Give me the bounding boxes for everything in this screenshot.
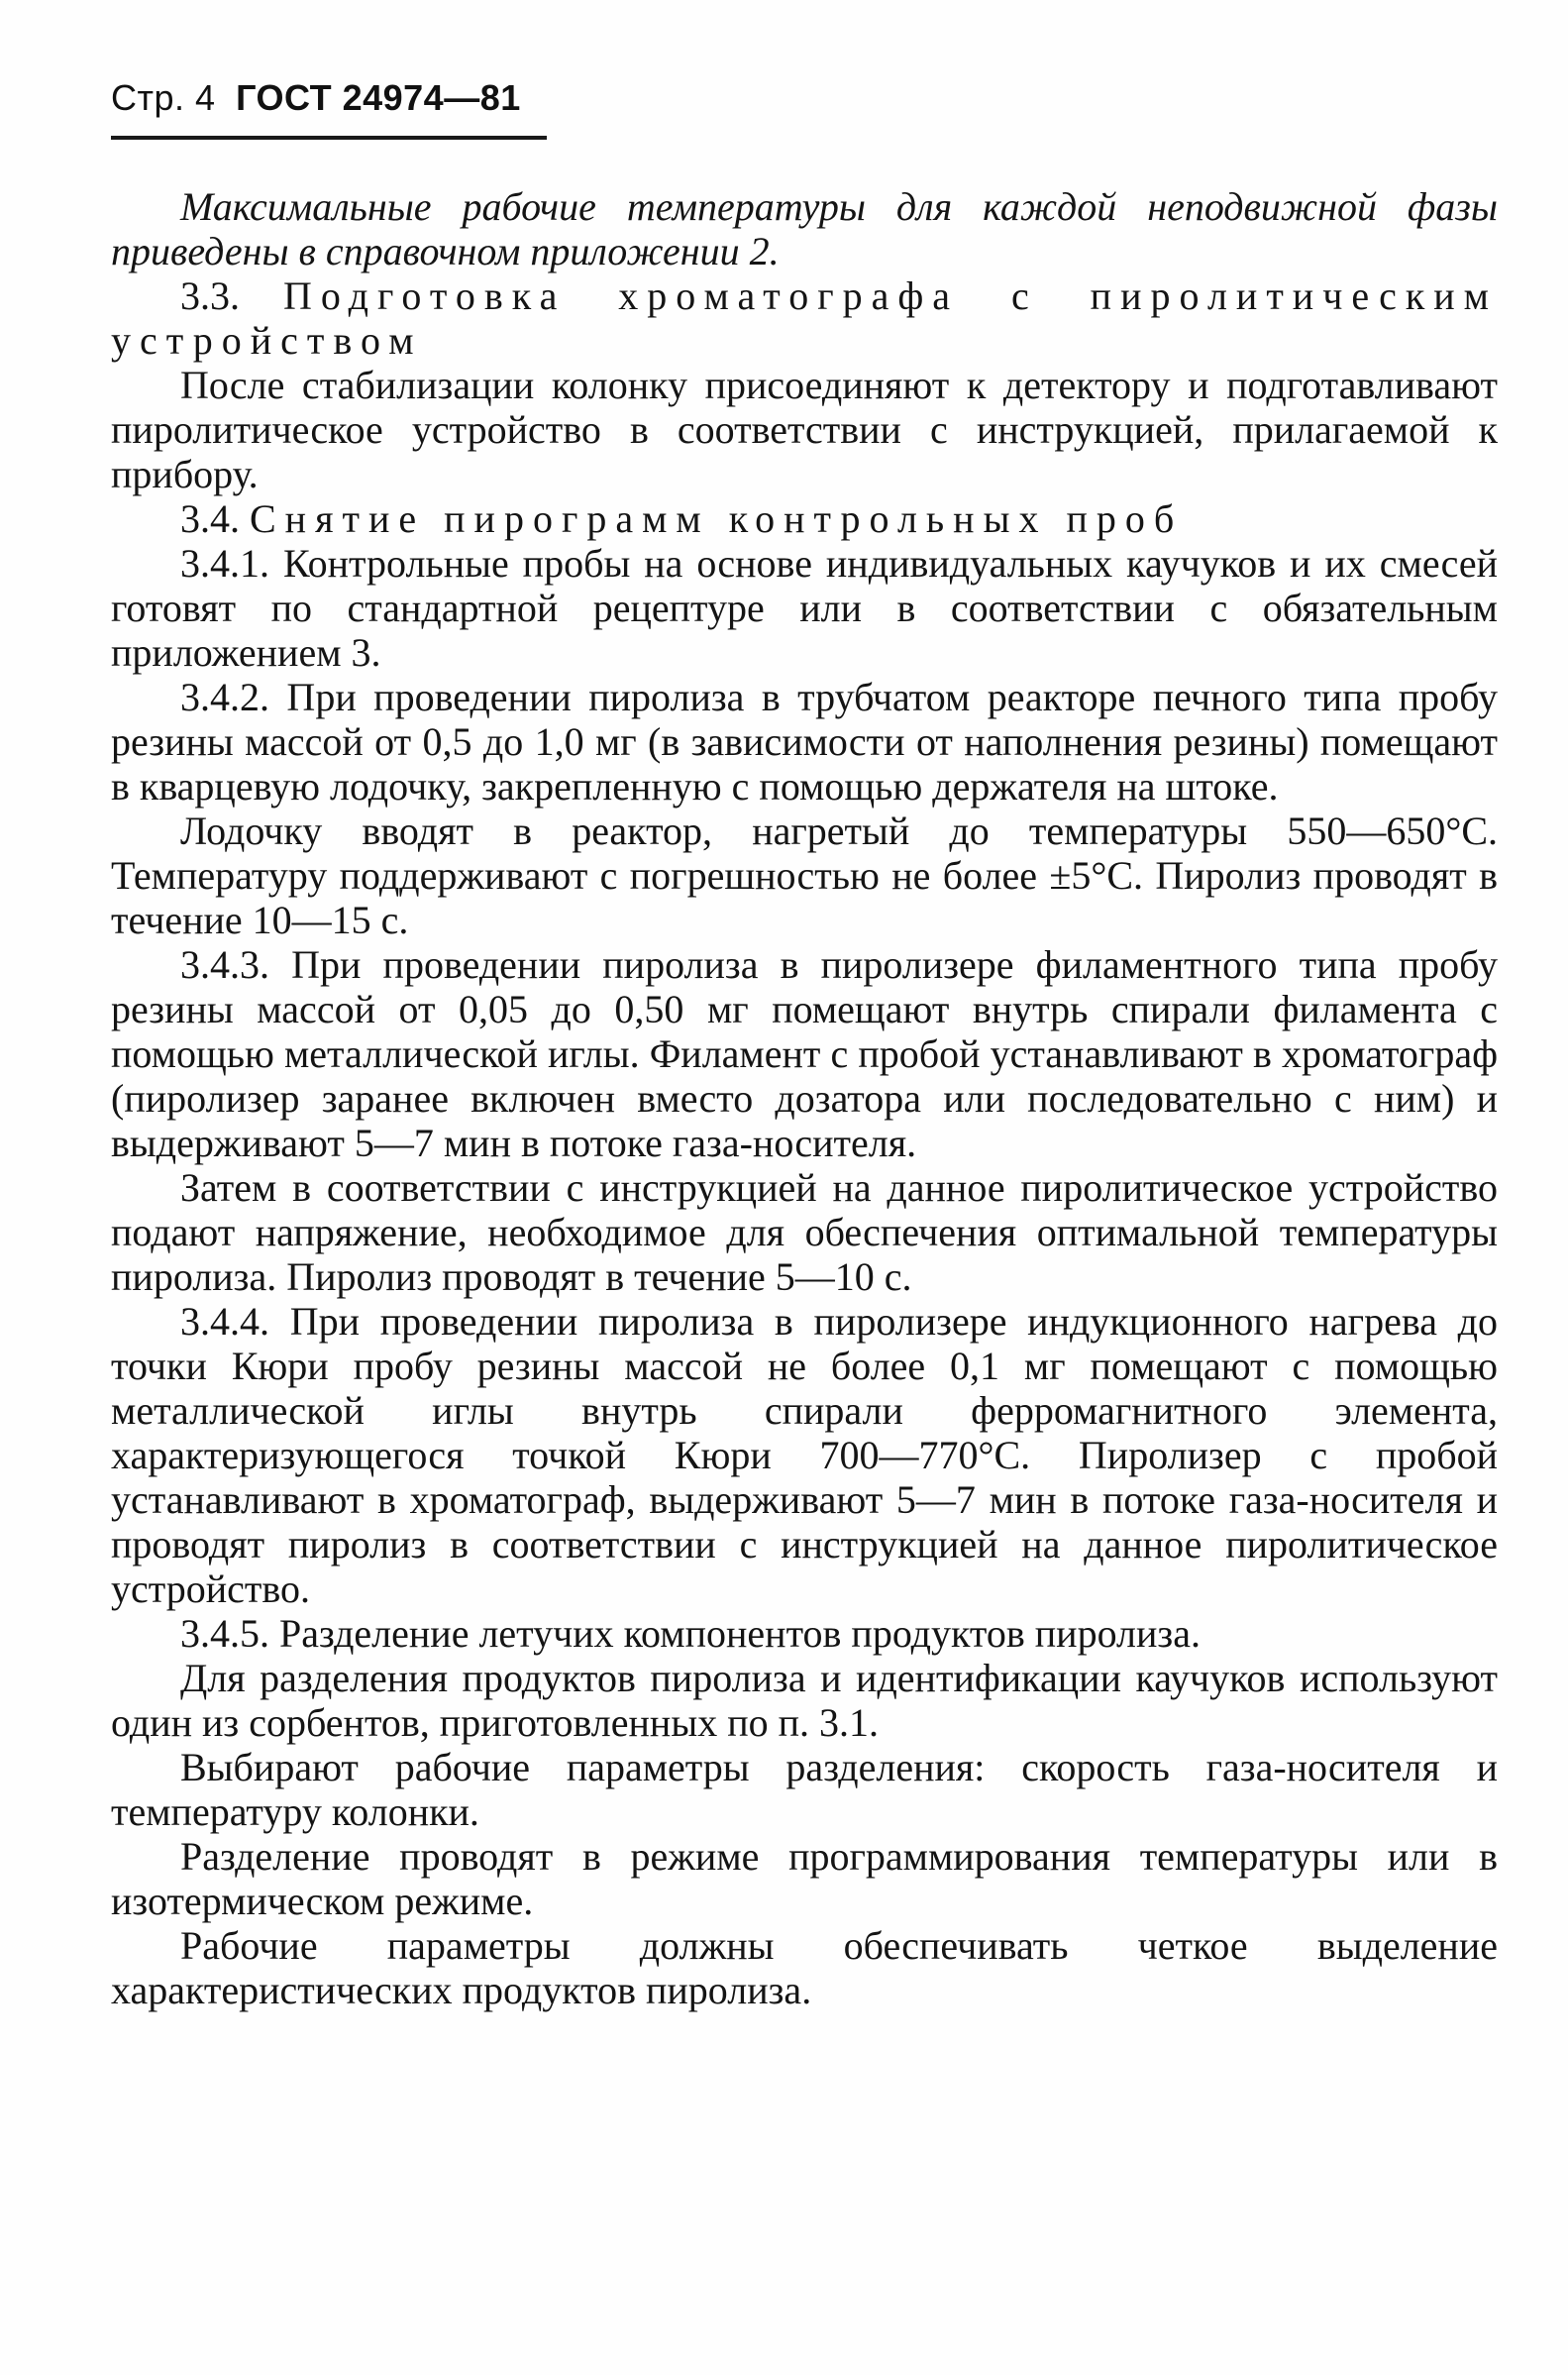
section-heading-3-4 [111, 496, 1498, 541]
paragraph-parameters: Выбирают рабочие параметры разделения: скорость газа-носителя и температуру колонки. [111, 1745, 1498, 1834]
paragraph-max-temperatures: Максимальные рабочие температуры для каждой неподвижной фазы приведены в справочном приложении 2. [111, 184, 1498, 273]
section-heading-text: Подготовка хроматографа с пиролитическим устройством [111, 273, 1498, 363]
header-rule [111, 136, 547, 140]
standard-code: ГОСТ 24974—81 [236, 77, 521, 118]
paragraph-separation: Рабочие параметры должны обеспечивать четкое выделение характеристических продуктов пиролиза. [111, 1923, 1498, 2012]
paragraph-3-4-3: 3.4.3. При проведении пиролиза в пиролизере филаментного типа пробу резины массой от 0,05 до 0,50 мг помещают внутрь спирали филамента с помощью металлической иглы. Филамент с пробой устанавливают в хроматограф (пиролизер заранее включен вместо дозатора или последовательно с ним) и выдерживают 5—7 мин в потоке газа-носителя. [111, 942, 1498, 1165]
section-number: 3.4. [180, 496, 240, 541]
paragraph-3-4-2: 3.4.2. При проведении пиролиза в трубчатом реакторе печного типа пробу резины массой от 0,5 до 1,0 мг (в зависимости от наполнения резины) помещают в кварцевую лодочку, закрепленную с помощью держателя на штоке. [111, 675, 1498, 809]
paragraph-3-4-5: 3.4.5. Разделение летучих компонентов продуктов пиролиза. [180, 1611, 1201, 1656]
paragraph-sorbents: Для разделения продуктов пиролиза и идентификации каучуков используют один из сорбентов, приготовленных по п. 3.1. [111, 1656, 1498, 1745]
paragraph-column-connection: После стабилизации колонку присоединяют к детектору и подготавливают пиролитическое устройство в соответствии с инструкцией, прилагаемой к прибору. [111, 363, 1498, 496]
page-header [111, 77, 521, 119]
paragraph-3-4-1: 3.4.1. Контрольные пробы на основе индивидуальных каучуков и их смесей готовят по стандартной рецептуре или в соответствии с обязательным приложением 3. [111, 541, 1498, 675]
paragraph-3-4-4: 3.4.4. При проведении пиролиза в пиролизере индукционного нагрева до точки Кюри пробу резины массой не более 0,1 мг помещают с помощью металлической иглы внутрь спирали ферромагнитного элемента, характеризующегося точкой Кюри 700—770°С. Пиролизер с пробой устанавливают в хроматограф, выдерживают 5—7 мин в потоке газа-носителя и проводят пиролиз в соответствии с инструкцией на данное пиролитическое устройство. [111, 1299, 1498, 1611]
section-heading-text: Снятие пирограмм контрольных проб [250, 496, 1184, 541]
section-heading-3-3 [111, 273, 1498, 363]
paragraph-mode: Разделение проводят в режиме программирования температуры или в изотермическом режиме. [111, 1834, 1498, 1923]
paragraph-voltage: Затем в соответствии с инструкцией на данное пиролитическое устройство подают напряжение, необходимое для обеспечения оптимальной температуры пиролиза. Пиролиз проводят в течение 5—10 с. [111, 1165, 1498, 1299]
page-number: Стр. 4 [111, 77, 216, 118]
paragraph-boat-reactor: Лодочку вводят в реактор, нагретый до температуры 550—650°С. Температуру поддерживают с погрешностью не более ±5°С. Пиролиз проводят в течение 10—15 с. [111, 809, 1498, 942]
section-number: 3.3. [180, 273, 240, 318]
document-body [111, 184, 1498, 2012]
